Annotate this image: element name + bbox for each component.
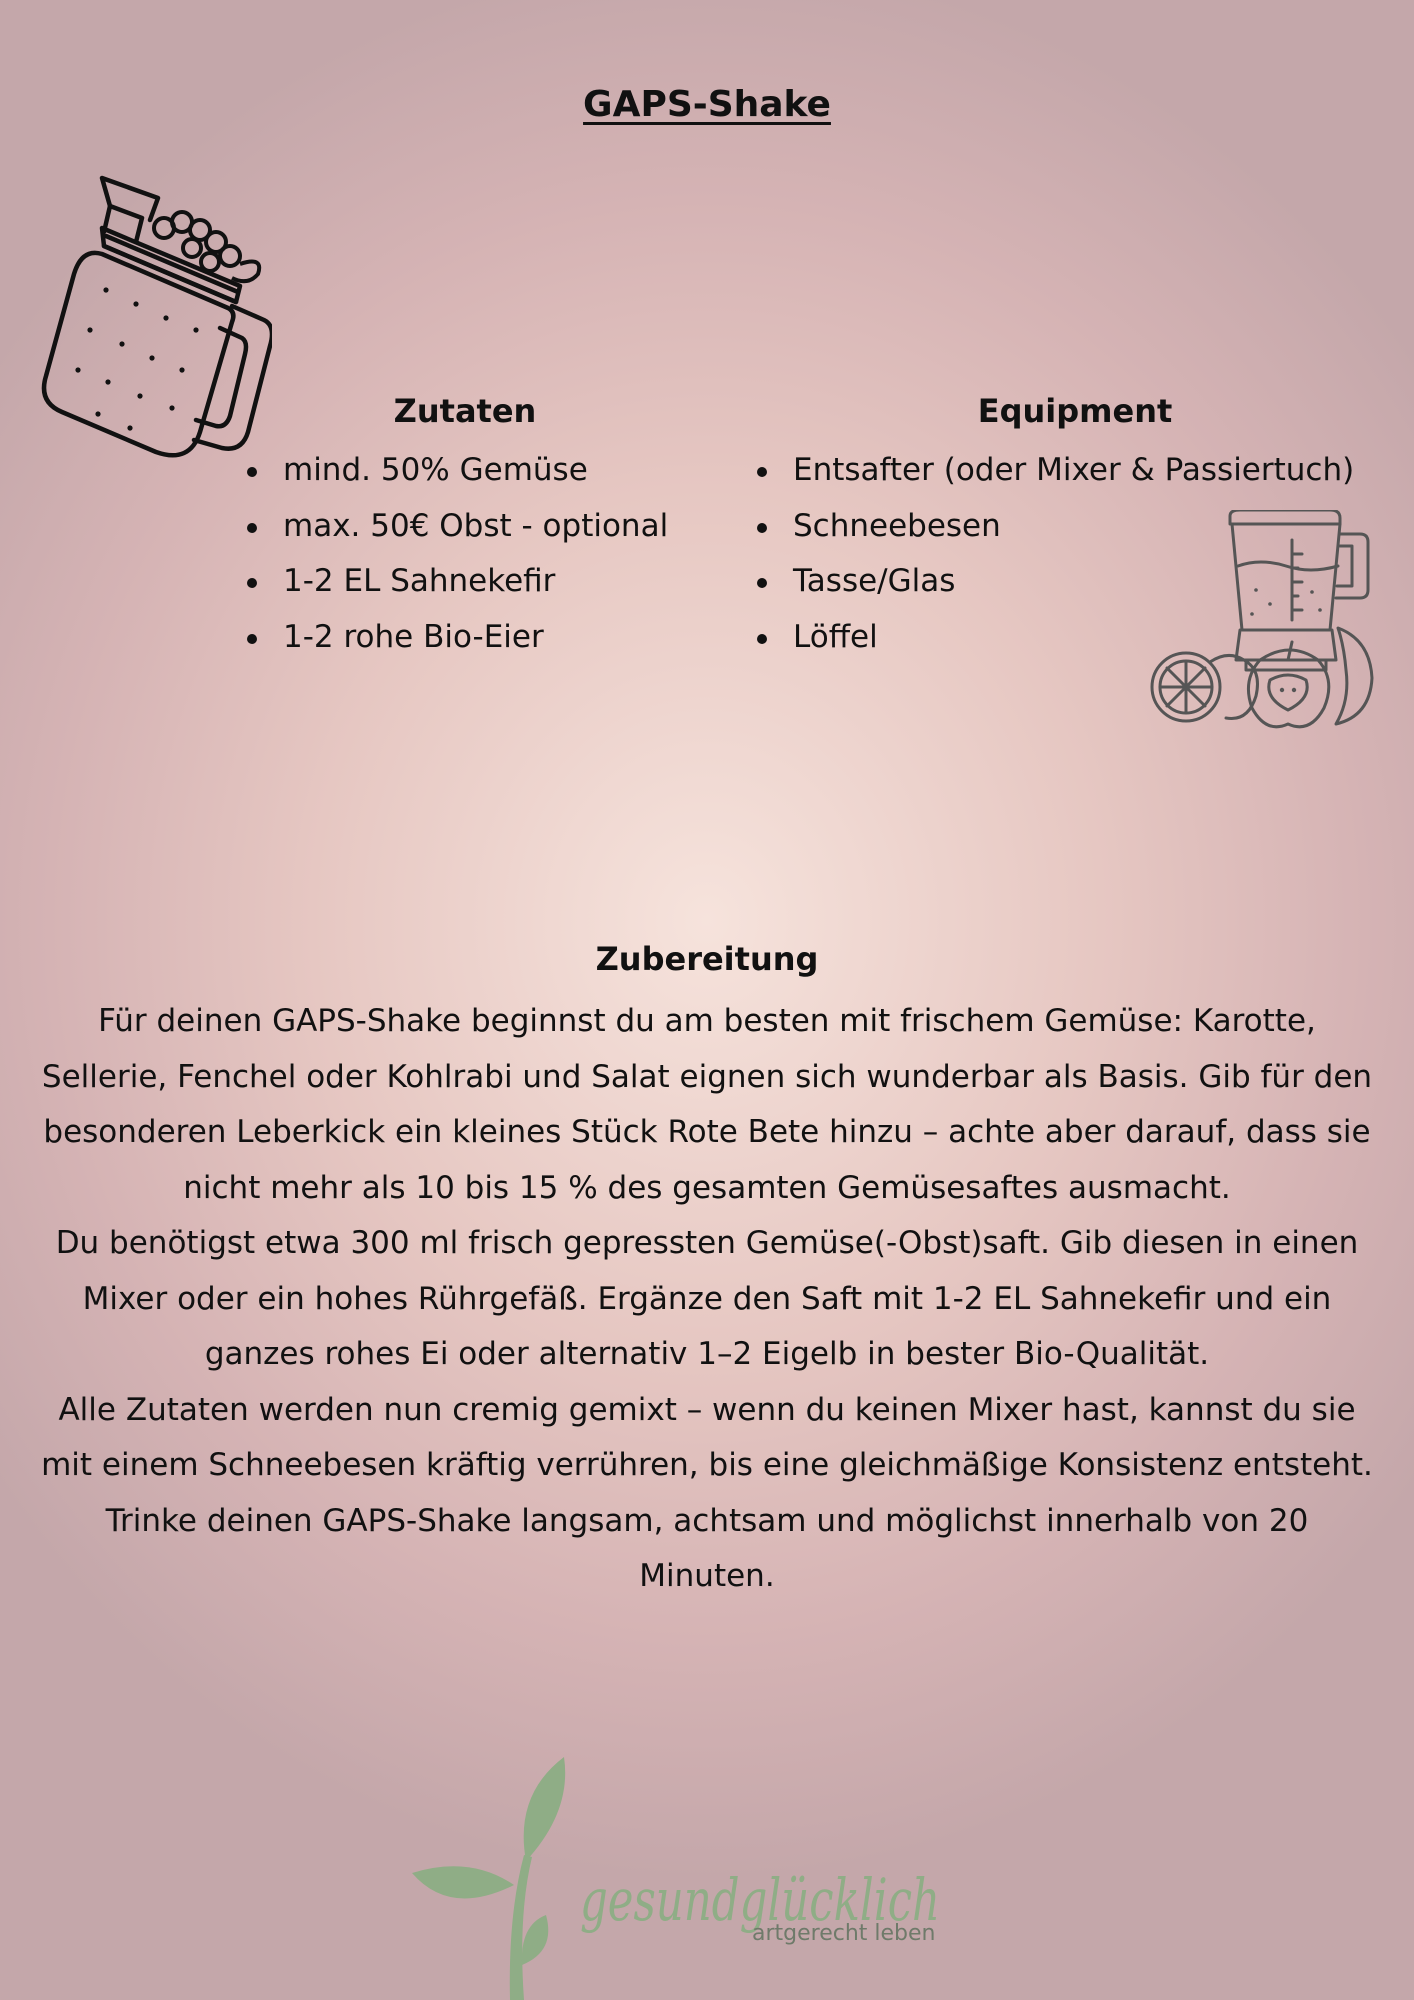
preparation-paragraph: Alle Zutaten werden nun cremig gemixt – wenn du keinen Mixer hast, kannst du sie mit einem Schneebesen kräftig verrühren, bis eine gleichmäßige Konsistenz entsteht. bbox=[41, 1391, 1373, 1483]
sprout-leaf-icon bbox=[522, 1915, 548, 1965]
list-item: Löffel bbox=[755, 610, 1354, 666]
preparation-paragraph: Du benötigst etwa 300 ml frisch gepressten Gemüse(-Obst)saft. Gib diesen in einen Mixer oder ein hohes Rührgefäß. Ergänze den Saft mit 1-2 EL Sahnekefir und ein ganzes rohes Ei oder alternativ 1–2 Eigelb in bester Bio-Qualität. bbox=[55, 1225, 1359, 1372]
list-item: max. 50€ Obst - optional bbox=[245, 499, 668, 555]
list-item: Entsafter (oder Mixer & Passiertuch) bbox=[755, 443, 1354, 499]
preparation-heading: Zubereitung bbox=[595, 940, 819, 978]
preparation-paragraph: Für deinen GAPS-Shake beginnst du am besten mit frischem Gemüse: Karotte, Sellerie, Fenchel oder Kohlrabi und Salat eignen sich wunderbar als Basis. Gib für den besonderen Leberkick ein kleines Stück Rote Bete hinzu – achte aber darauf, dass sie nicht mehr als 10 bis 15 % des gesamten Gemüsesaftes ausmacht. bbox=[41, 1003, 1373, 1206]
blender-fruits-icon bbox=[1140, 510, 1380, 735]
list-item: Schneebesen bbox=[755, 499, 1354, 555]
equipment-heading: Equipment bbox=[977, 392, 1173, 430]
ingredients-list bbox=[245, 443, 668, 665]
logo-tagline-text: artgerecht leben bbox=[752, 1921, 936, 1946]
list-item: Tasse/Glas bbox=[755, 554, 1354, 610]
list-item: mind. 50% Gemüse bbox=[245, 443, 668, 499]
brand-logo bbox=[410, 1755, 970, 2000]
list-item: 1-2 EL Sahnekefir bbox=[245, 554, 668, 610]
preparation-text bbox=[40, 994, 1374, 1605]
logo-brand-text: gesundglücklich bbox=[580, 1866, 940, 1934]
sprout-stem-icon bbox=[510, 1855, 532, 2000]
list-item: 1-2 rohe Bio-Eier bbox=[245, 610, 668, 666]
ingredients-heading: Zutaten bbox=[393, 392, 537, 430]
sprout-leaf-icon bbox=[524, 1757, 566, 1861]
preparation-paragraph: Trinke deinen GAPS-Shake langsam, achtsam und möglichst innerhalb von 20 Minuten. bbox=[105, 1502, 1309, 1594]
sprout-leaf-icon bbox=[412, 1866, 514, 1898]
page-title: GAPS-Shake bbox=[583, 84, 831, 125]
